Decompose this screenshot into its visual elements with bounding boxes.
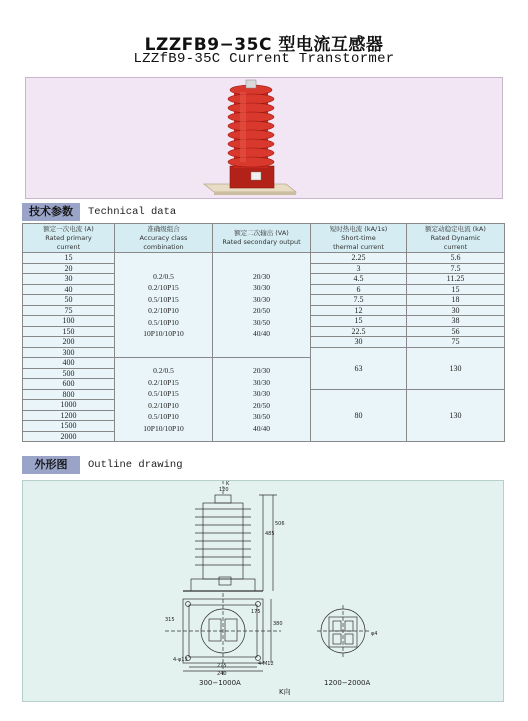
front-elevation-view [183, 481, 277, 591]
dim-label: K [226, 481, 230, 487]
table-body [23, 253, 505, 442]
cell-line: 0.2/0.5 [153, 366, 174, 375]
cell-thermal-current: 4.5 [311, 274, 407, 285]
cell-primary-current: 400 [23, 358, 115, 369]
cell-thermal-current: 15 [311, 316, 407, 327]
section-tab-cn: 外形图 [22, 456, 80, 474]
caption-300-1000a: 300−1000A [199, 679, 241, 687]
cell-dynamic-current: 5.6 [407, 253, 505, 264]
dim-label: 120 [219, 487, 229, 493]
cell-line: 30/30 [252, 283, 271, 292]
col-header-thermal: 短时热电流 (kA/1s) Short-time thermal current [311, 224, 407, 253]
cell-thermal-current: 80 [311, 389, 407, 442]
cell-line: 0.2/10P10 [148, 400, 179, 410]
cell-line: 30/30 [252, 389, 271, 398]
col-header-primary: 额定一次电流 (A) Rated primary current [23, 224, 115, 253]
cell-dynamic-current: 30 [407, 305, 505, 316]
transformer-photo [26, 78, 504, 200]
cell-primary-current: 200 [23, 337, 115, 348]
page-title-cn: LZZFB9−35C 型电流互感器 [144, 35, 384, 55]
cell-line: 0.2/10P15 [148, 377, 179, 387]
cell-line: 30/30 [252, 377, 271, 387]
cell-accuracy-group-1 [115, 253, 213, 358]
dim-label: 240 [217, 671, 227, 677]
cell-dynamic-current: 18 [407, 295, 505, 306]
cell-accuracy-group-2 [115, 358, 213, 442]
cell-primary-current: 40 [23, 284, 115, 295]
cell-primary-current: 50 [23, 295, 115, 306]
cell-thermal-current: 30 [311, 337, 407, 348]
dim-label: φ4 [371, 631, 378, 637]
cell-dynamic-current: 38 [407, 316, 505, 327]
cell-line: 40/40 [252, 329, 271, 338]
cell-dynamic-current: 130 [407, 347, 505, 389]
outline-drawing [23, 481, 505, 703]
cell-thermal-current: 6 [311, 284, 407, 295]
dim-label: 175 [251, 609, 261, 615]
cell-output-group-1 [213, 253, 311, 358]
section-title-en: Technical data [88, 206, 177, 218]
cell-line: 0.5/10P15 [148, 294, 179, 304]
section-tab-cn: 技术参数 [22, 203, 80, 221]
cell-output-group-2 [213, 358, 311, 442]
cell-thermal-current: 63 [311, 347, 407, 389]
cell-primary-current: 2000 [23, 431, 115, 442]
col-header-accuracy: 准确级组合 Accuracy class combination [115, 224, 213, 253]
cell-primary-current: 150 [23, 326, 115, 337]
cell-line: 30/50 [252, 412, 271, 421]
plan-view-right [317, 605, 369, 657]
cell-dynamic-current: 7.5 [407, 263, 505, 274]
cell-dynamic-current: 130 [407, 389, 505, 442]
cell-primary-current: 30 [23, 274, 115, 285]
cell-primary-current: 800 [23, 389, 115, 400]
cell-primary-current: 100 [23, 316, 115, 327]
cell-primary-current: 20 [23, 263, 115, 274]
technical-data-table [22, 223, 505, 442]
cell-primary-current: 1000 [23, 400, 115, 411]
cell-line: 10P10/10P10 [143, 423, 184, 433]
cell-primary-current: 600 [23, 379, 115, 390]
cell-thermal-current: 12 [311, 305, 407, 316]
cell-primary-current: 75 [23, 305, 115, 316]
cell-line: 30/50 [252, 317, 271, 327]
cell-line: 0.2/0.5 [153, 271, 174, 281]
cell-thermal-current: 7.5 [311, 295, 407, 306]
dim-label: 4-M12 [258, 661, 274, 667]
cell-primary-current: 1500 [23, 421, 115, 432]
cell-dynamic-current: 11.25 [407, 274, 505, 285]
caption-k-direction: K向 [279, 688, 291, 696]
dim-label: 4-φ13 [173, 657, 188, 663]
outline-drawing-panel [22, 480, 504, 702]
cell-thermal-current: 22.5 [311, 326, 407, 337]
cell-primary-current: 15 [23, 253, 115, 264]
dim-label: 275 [217, 663, 227, 669]
page-title-en: LZZfB9-35C Current Transtormer [133, 51, 395, 67]
cell-line: 0.5/10P10 [148, 412, 179, 421]
cell-line: 20/50 [252, 400, 271, 410]
cell-line: 0.5/10P10 [148, 317, 179, 327]
product-photo-panel [25, 77, 503, 199]
col-header-dynamic: 额定动稳定电流 (kA) Rated Dynamic current [407, 224, 505, 253]
caption-1200-2000a: 1200−2000A [324, 679, 371, 687]
cell-line: 0.2/10P10 [148, 306, 179, 315]
cell-thermal-current: 2.25 [311, 253, 407, 264]
dim-label: 380 [273, 621, 283, 627]
table-row [23, 253, 505, 264]
section-technical-data [22, 203, 504, 221]
section-outline-drawing [22, 456, 504, 474]
cell-dynamic-current: 56 [407, 326, 505, 337]
cell-primary-current: 1200 [23, 410, 115, 421]
cell-line: 0.5/10P15 [148, 389, 179, 398]
cell-line: 20/30 [252, 366, 271, 375]
cell-line: 0.2/10P15 [148, 283, 179, 292]
dim-label: 506 [275, 521, 285, 527]
dim-label: 485 [265, 531, 275, 537]
cell-line: 40/40 [252, 423, 271, 433]
cell-primary-current: 300 [23, 347, 115, 358]
cell-primary-current: 500 [23, 368, 115, 379]
section-title-en: Outline drawing [88, 459, 183, 471]
cell-thermal-current: 3 [311, 263, 407, 274]
cell-line: 20/50 [252, 306, 271, 315]
dim-label: 315 [165, 617, 175, 623]
cell-line: 10P10/10P10 [143, 329, 184, 338]
table-header-row [23, 224, 505, 253]
cell-dynamic-current: 15 [407, 284, 505, 295]
cell-line: 20/30 [252, 271, 271, 281]
cell-line: 30/30 [252, 294, 271, 304]
col-header-output: 额定二次输出 (VA) Rated secondary output [213, 224, 311, 253]
cell-dynamic-current: 75 [407, 337, 505, 348]
